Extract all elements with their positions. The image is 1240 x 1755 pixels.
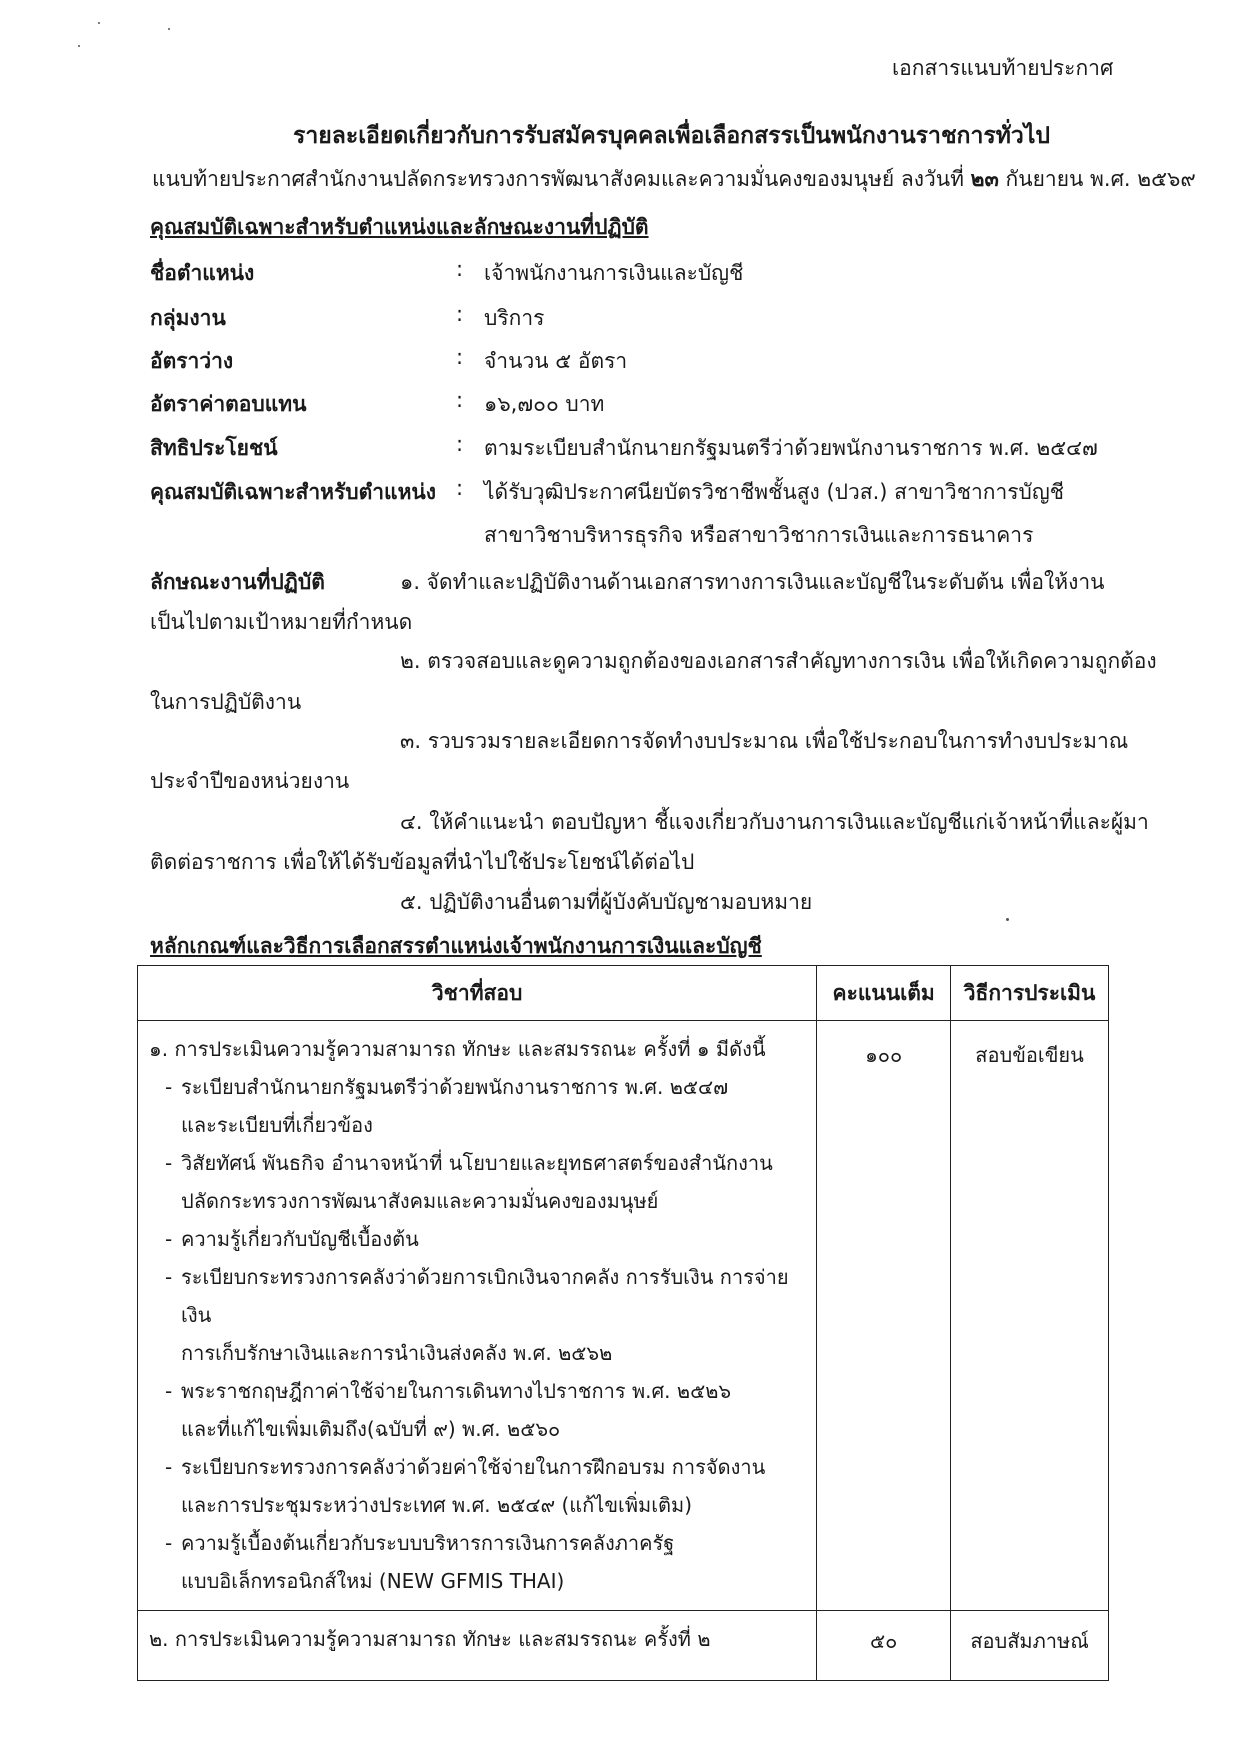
criteria-heading: หลักเกณฑ์และวิธีการเลือกสรรตำแหน่งเจ้าพนักงานการเงินและบัญชี xyxy=(150,934,762,958)
value-vacancies: จำนวน ๕ อัตรา xyxy=(484,349,628,373)
bullet-dash: - xyxy=(165,1455,173,1479)
colon: : xyxy=(456,476,464,500)
bullet-line-cont: และระเบียบที่เกี่ยวข้อง xyxy=(181,1113,373,1137)
duty-item-5: ๕. ปฏิบัติงานอื่นตามที่ผู้บังคับบัญชามอบหมาย xyxy=(400,890,813,914)
method-cell: สอบสัมภาษณ์ xyxy=(951,1611,1109,1681)
bullet-line-cont: แบบอิเล็กทรอนิกส์ใหม่ (NEW GFMIS THAI) xyxy=(181,1569,565,1593)
label-job-group: กลุ่มงาน xyxy=(150,306,226,330)
subtitle-day: ๒๓ xyxy=(970,167,999,191)
bullet-dash: - xyxy=(165,1075,173,1099)
subject-title: ๑. การประเมินความรู้ความสามารถ ทักษะ และสมรรถนะ ครั้งที่ ๑ มีดังนี้ xyxy=(149,1037,766,1061)
scan-speck xyxy=(1006,918,1009,921)
value-job-group: บริการ xyxy=(484,306,545,330)
label-specific-qualifications: คุณสมบัติเฉพาะสำหรับตำแหน่ง xyxy=(150,480,437,504)
duty-item-1: ๑. จัดทำและปฏิบัติงานด้านเอกสารทางการเงินและบัญชีในระดับต้น เพื่อให้งาน xyxy=(400,570,1105,594)
duty-item-4: ๔. ให้คำแนะนำ ตอบปัญหา ชี้แจงเกี่ยวกับงานการเงินและบัญชีแก่เจ้าหน้าที่และผู้มา xyxy=(400,810,1149,834)
bullet-dash: - xyxy=(165,1227,173,1251)
value-benefits: ตามระเบียบสำนักนายกรัฐมนตรีว่าด้วยพนักงานราชการ พ.ศ. ๒๕๔๗ xyxy=(484,436,1098,460)
duty-item-1-cont: เป็นไปตามเป้าหมายที่กำหนด xyxy=(150,610,413,634)
colon: : xyxy=(456,345,464,369)
table-row xyxy=(138,1021,1109,1611)
duty-item-2: ๒. ตรวจสอบและดูความถูกต้องของเอกสารสำคัญทางการเงิน เพื่อให้เกิดความถูกต้อง xyxy=(400,649,1157,673)
bullet-line: ระเบียบกระทรวงการคลังว่าด้วยการเบิกเงินจากคลัง การรับเงิน การจ่ายเงิน xyxy=(181,1265,789,1327)
duty-item-4-cont: ติดต่อราชการ เพื่อให้ได้รับข้อมูลที่นำไปใช้ประโยชน์ได้ต่อไป xyxy=(150,850,695,874)
subject-bullet xyxy=(139,1258,815,1372)
bullet-line-cont: ปลัดกระทรวงการพัฒนาสังคมและความมั่นคงของมนุษย์ xyxy=(181,1189,659,1213)
bullet-line: ระเบียบกระทรวงการคลังว่าด้วยค่าใช้จ่ายในการฝึกอบรม การจัดงาน xyxy=(181,1455,766,1479)
label-position-name: ชื่อตำแหน่ง xyxy=(150,261,255,285)
colon: : xyxy=(456,257,464,281)
colon: : xyxy=(456,388,464,412)
colon: : xyxy=(456,302,464,326)
subject-bullet xyxy=(139,1144,815,1220)
bullet-dash: - xyxy=(165,1151,173,1175)
column-header-subject: วิชาที่สอบ xyxy=(138,966,817,1021)
subject-bullet xyxy=(139,1220,815,1258)
subject-bullet xyxy=(139,1372,815,1448)
bullet-line-cont: และที่แก้ไขเพิ่มเติมถึง(ฉบับที่ ๙) พ.ศ. ๒๕๖๐ xyxy=(181,1417,561,1441)
bullet-dash: - xyxy=(165,1265,173,1289)
page-subtitle xyxy=(152,163,1196,196)
table-row xyxy=(138,1611,1109,1681)
column-header-method: วิธีการประเมิน xyxy=(951,966,1109,1021)
duties-label: ลักษณะงานที่ปฏิบัติ xyxy=(150,570,325,594)
value-specific-qualifications-cont: สาขาวิชาบริหารธุรกิจ หรือสาขาวิชาการเงินและการธนาคาร xyxy=(484,523,1034,547)
criteria-table xyxy=(137,965,1109,1681)
bullet-line: ความรู้เบื้องต้นเกี่ยวกับระบบบริหารการเงินการคลังภาครัฐ xyxy=(181,1531,675,1555)
subject-bullet xyxy=(139,1448,815,1524)
bullet-line: ระเบียบสำนักนายกรัฐมนตรีว่าด้วยพนักงานราชการ พ.ศ. ๒๕๔๗ xyxy=(181,1075,729,1099)
document-attachment-note: เอกสารแนบท้ายประกาศ xyxy=(892,56,1114,80)
duty-item-3-cont: ประจำปีของหน่วยงาน xyxy=(150,769,350,793)
table-header-row xyxy=(138,966,1109,1021)
bullet-line: วิสัยทัศน์ พันธกิจ อำนาจหน้าที่ นโยบายและยุทธศาสตร์ของสำนักงาน xyxy=(181,1151,773,1175)
bullet-line: พระราชกฤษฎีกาค่าใช้จ่ายในการเดินทางไปราชการ พ.ศ. ๒๕๒๖ xyxy=(181,1379,732,1403)
method-cell: สอบข้อเขียน xyxy=(951,1021,1109,1611)
value-position-name: เจ้าพนักงานการเงินและบัญชี xyxy=(484,261,744,285)
scan-speck xyxy=(98,22,100,24)
value-specific-qualifications: ได้รับวุฒิประกาศนียบัตรวิชาชีพชั้นสูง (ปวส.) สาขาวิชาการบัญชี xyxy=(484,480,1065,504)
qualifications-heading: คุณสมบัติเฉพาะสำหรับตำแหน่งและลักษณะงานที่ปฏิบัติ xyxy=(150,215,649,239)
label-salary: อัตราค่าตอบแทน xyxy=(150,392,307,416)
scan-speck xyxy=(78,45,80,47)
subtitle-suffix: กันยายน พ.ศ. ๒๕๖๙ xyxy=(1005,167,1196,191)
duty-item-2-cont: ในการปฏิบัติงาน xyxy=(150,690,302,714)
column-header-full-score: คะแนนเต็ม xyxy=(817,966,951,1021)
bullet-line: ความรู้เกี่ยวกับบัญชีเบื้องต้น xyxy=(181,1227,419,1251)
subject-bullet xyxy=(139,1524,815,1600)
scan-speck xyxy=(168,28,170,30)
subject-bullet xyxy=(139,1068,815,1144)
page-title: รายละเอียดเกี่ยวกับการรับสมัครบุคคลเพื่อเลือกสรรเป็นพนักงานราชการทั่วไป xyxy=(293,123,1050,149)
bullet-line-cont: และการประชุมระหว่างประเทศ พ.ศ. ๒๕๔๙ (แก้ไขเพิ่มเติม) xyxy=(181,1493,693,1517)
label-benefits: สิทธิประโยชน์ xyxy=(150,436,278,460)
subject-cell xyxy=(138,1021,817,1611)
subject-title: ๒. การประเมินความรู้ความสามารถ ทักษะ และสมรรถนะ ครั้งที่ ๒ xyxy=(149,1627,711,1651)
full-score-cell: ๕๐ xyxy=(817,1611,951,1681)
value-salary: ๑๖,๗๐๐ บาท xyxy=(484,392,605,416)
duty-item-3: ๓. รวบรวมรายละเอียดการจัดทำงบประมาณ เพื่อใช้ประกอบในการทำงบประมาณ xyxy=(400,729,1129,753)
bullet-line-cont: การเก็บรักษาเงินและการนำเงินส่งคลัง พ.ศ. ๒๕๖๒ xyxy=(181,1341,613,1365)
colon: : xyxy=(456,432,464,456)
label-vacancies: อัตราว่าง xyxy=(150,349,234,373)
subject-cell xyxy=(138,1611,817,1681)
bullet-dash: - xyxy=(165,1531,173,1555)
full-score-cell: ๑๐๐ xyxy=(817,1021,951,1611)
subtitle-prefix: แนบท้ายประกาศสำนักงานปลัดกระทรวงการพัฒนาสังคมและความมั่นคงของมนุษย์ ลงวันที่ xyxy=(152,167,964,191)
bullet-dash: - xyxy=(165,1379,173,1403)
